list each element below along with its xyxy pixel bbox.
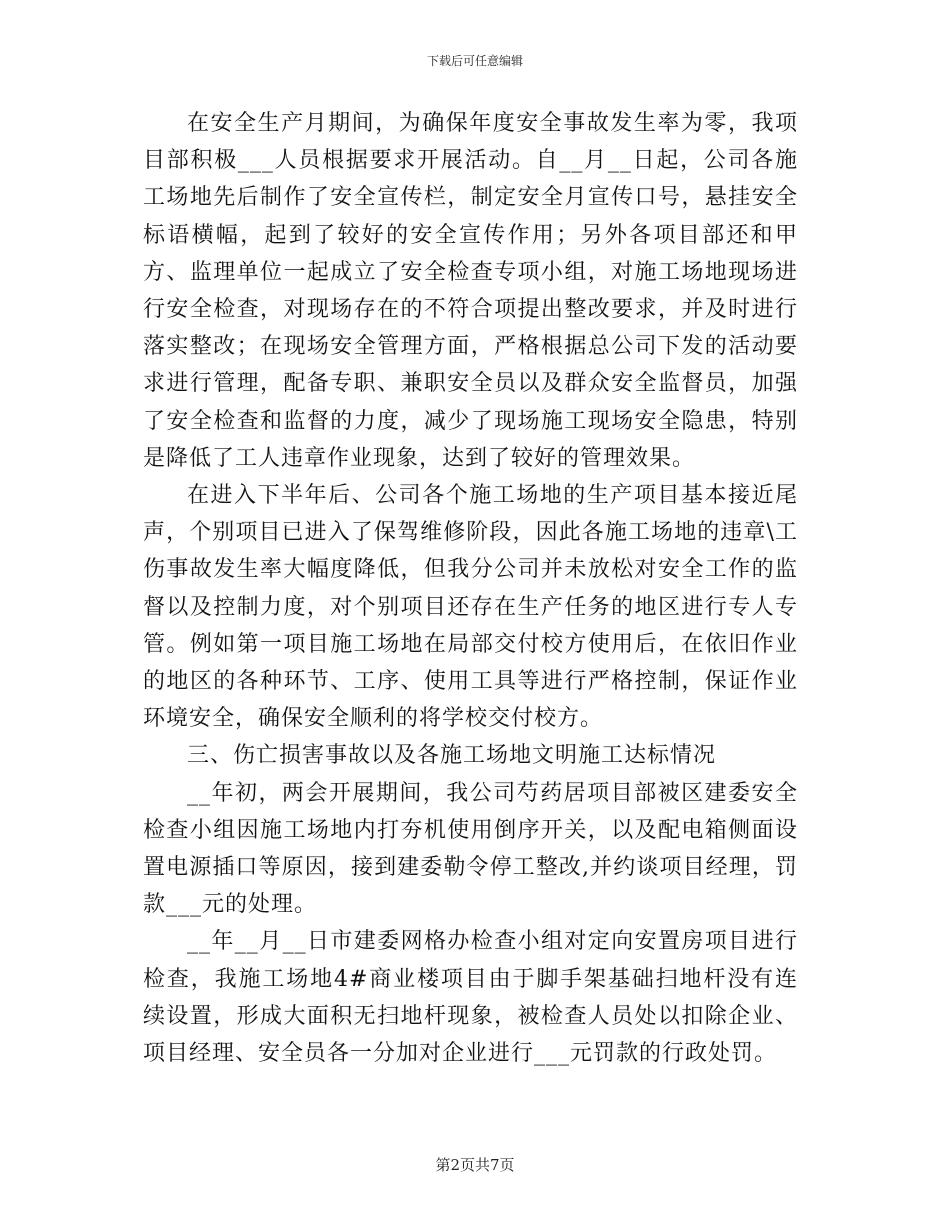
section-heading-three: 三、伤亡损害事故以及各施工场地文明施工达标情况 <box>187 743 717 769</box>
paragraph-safety-month: 在安全生产月期间，为确保年度安全事故发生率为零，我项目部积极___人员根据要求开展活动。自__月__日起，公司各施工场地先后制作了安全宣传栏，制定安全月宣传口号，悬挂安全标语横幅，起到了较好的安全宣传作用；另外各项目部还和甲方、监理单位一起成立了安全检查专项小组，对施工场地现场进行安全检查，对现场存在的不符合项提出整改要求，并及时进行落实整改；在现场安全管理方面，严格根据总公司下发的活动要求进行管理，配备专职、兼职安全员以及群众安全监督员，加强了安全检查和监督的力度，减少了现场施工现场安全隐患，特别是降低了工人违章作业现象，达到了较好的管理效果。 <box>143 111 798 471</box>
page-header: 下载后可任意编辑 <box>426 54 523 68</box>
paragraph-early-year-penalty: __年初，两会开展期间，我公司芍药居项目部被区建委安全检查小组因施工场地内打夯机使用倒序开关，以及配电箱侧面设置电源插口等原因，接到建委勒令停工整改,并约谈项目经理，罚款___元的处理。 <box>143 780 798 918</box>
paragraph-inspection-penalty: __年__月__日市建委网格办检查小组对定向安置房项目进行检查，我施工场地4#商业楼项目由于脚手架基础扫地杆没有连续设置，形成大面积无扫地杆现象，被检查人员处以扣除企业、项目经理、安全员各一分加对企业进行___元罚款的行政处罚。 <box>143 929 798 1067</box>
page-number: 第2页共7页 <box>435 1156 515 1174</box>
document-body <box>143 105 798 1072</box>
paragraph-second-half-year: 在进入下半年后、公司各个施工场地的生产项目基本接近尾声，个别项目已进入了保驾维修阶段，因此各施工场地的违章\工伤事故发生率大幅度降低，但我分公司并未放松对安全工作的监督以及控制力度，对个别项目还存在生产任务的地区进行专人专管。例如第一项目施工场地在局部交付校方使用后，在依旧作业的地区的各种环节、工序、使用工具等进行严格控制，保证作业环境安全，确保安全顺利的将学校交付校方。 <box>143 483 798 732</box>
